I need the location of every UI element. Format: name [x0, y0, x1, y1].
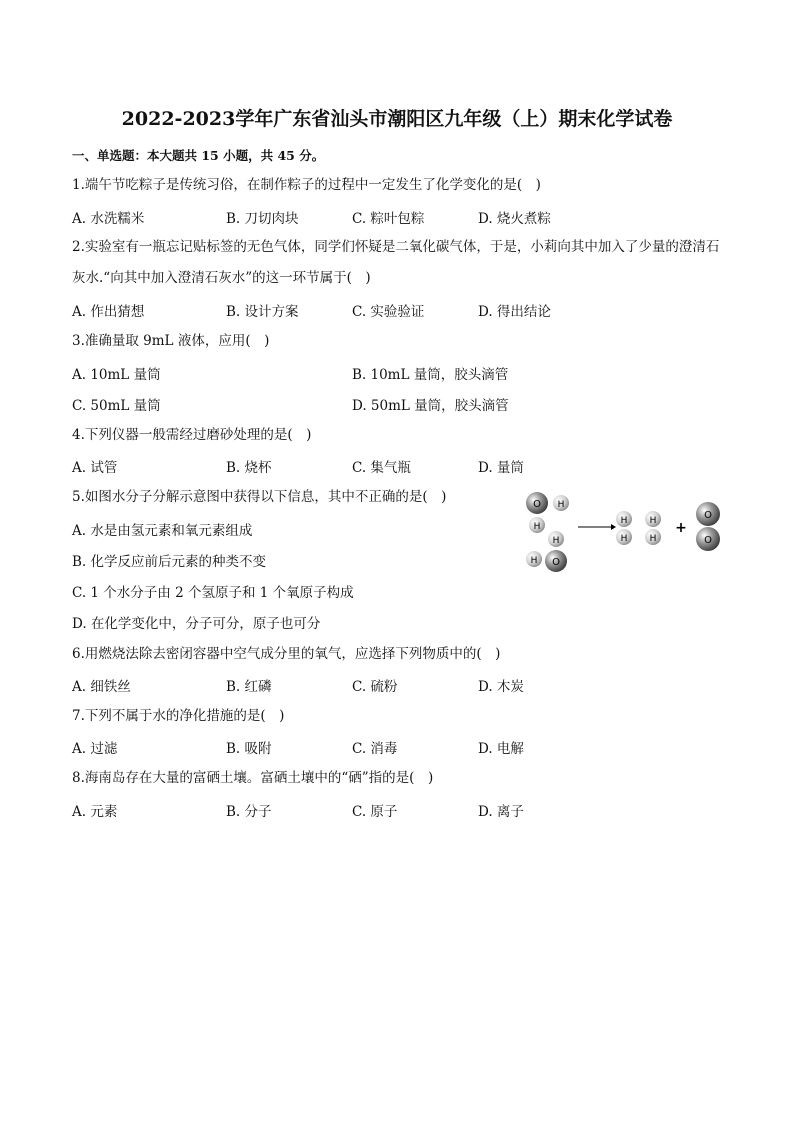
question-2-option-a: A. 作出猜想 — [72, 304, 145, 320]
question-8-option-a: A. 元素 — [72, 804, 118, 820]
question-5-option-d: D. 在化学变化中，分子可分，原子也可分 — [72, 616, 321, 632]
question-5-option-c: C. 1 个水分子由 2 个氢原子和 1 个氧原子构成 — [72, 585, 354, 601]
question-5-option-b: B. 化学反应前后元素的种类不变 — [72, 554, 267, 570]
atom-label: H — [649, 534, 657, 544]
question-8-option-b: B. 分子 — [226, 804, 272, 820]
question-3-option-c: C. 50mL 量筒 — [72, 398, 161, 414]
question-2-option-c: C. 实验验证 — [352, 304, 425, 320]
atom-label: H — [552, 536, 560, 546]
question-7-option-a: A. 过滤 — [72, 741, 118, 757]
hydrogen-molecule — [645, 511, 661, 545]
question-2-option-b: B. 设计方案 — [226, 304, 299, 320]
question-6-option-c: C. 硫粉 — [352, 679, 398, 695]
question-8-option-c: C. 原子 — [352, 804, 398, 820]
question-8-option-d: D. 离子 — [478, 804, 524, 820]
question-3-option-d: D. 50mL 量筒，胶头滴管 — [352, 398, 509, 414]
question-4-stem: 4.下列仪器一般需经过磨砂处理的是( ) — [72, 427, 312, 443]
question-4-option-b: B. 烧杯 — [226, 460, 272, 476]
question-2-stem: 2.实验室有一瓶忘记贴标签的无色气体，同学们怀疑是二氧化碳气体，于是，小莉向其中加入了少量的澄清石灰水.“向其中加入澄清石灰水”的这一环节属于( ) — [72, 239, 720, 286]
question-6-option-b: B. 红磷 — [226, 679, 272, 695]
atom-label: H — [620, 534, 628, 544]
atom-label: H — [557, 500, 565, 510]
question-1-option-c: C. 粽叶包粽 — [352, 211, 425, 227]
section-heading: 一、单选题：本大题共 15 小题，共 45 分。 — [72, 148, 325, 163]
question-4-option-d: D. 量筒 — [478, 460, 524, 476]
question-5-stem: 5.如图水分子分解示意图中获得以下信息，其中不正确的是( ) — [72, 489, 447, 505]
question-3-stem: 3.准确量取 9mL 液体，应用( ) — [72, 333, 270, 349]
question-7-option-d: D. 电解 — [478, 741, 524, 757]
question-6-option-d: D. 木炭 — [478, 679, 524, 695]
water-decomposition-diagram — [518, 488, 728, 576]
question-3-option-b: B. 10mL 量筒，胶头滴管 — [352, 367, 509, 383]
water-molecule — [526, 492, 569, 533]
question-1-option-a: A. 水洗糯米 — [72, 211, 145, 227]
question-7-option-c: C. 消毒 — [352, 741, 398, 757]
question-7-option-b: B. 吸附 — [226, 741, 272, 757]
atom-label: H — [530, 556, 538, 566]
hydrogen-molecule — [616, 511, 632, 545]
question-8-stem: 8.海南岛存在大量的富硒土壤。富硒土壤中的“硒”指的是( ) — [72, 770, 434, 786]
atom-label: O — [552, 557, 560, 568]
water-molecule — [526, 531, 567, 572]
question-5-option-a: A. 水是由氢元素和氧元素组成 — [72, 523, 253, 539]
question-1-stem: 1.端午节吃粽子是传统习俗，在制作粽子的过程中一定发生了化学变化的是( ) — [72, 177, 541, 193]
plus-sign: + — [675, 520, 687, 536]
oxygen-molecule — [696, 502, 720, 551]
atom-label: O — [704, 510, 712, 521]
question-1-option-b: B. 刀切肉块 — [226, 211, 299, 227]
question-1-option-d: D. 烧火煮粽 — [478, 211, 551, 227]
question-2-option-d: D. 得出结论 — [478, 304, 551, 320]
question-3-option-a: A. 10mL 量筒 — [72, 367, 161, 383]
arrow-icon — [578, 524, 616, 530]
question-4-option-c: C. 集气瓶 — [352, 460, 411, 476]
question-7-stem: 7.下列不属于水的净化措施的是( ) — [72, 708, 285, 724]
exam-title: 2022-2023学年广东省汕头市潮阳区九年级（上）期末化学试卷 — [121, 108, 673, 130]
question-6-option-a: A. 细铁丝 — [72, 679, 131, 695]
atom-label: H — [620, 516, 628, 526]
atom-label: H — [533, 522, 541, 532]
atom-label: O — [704, 535, 712, 546]
atom-label: H — [649, 516, 657, 526]
atom-label: O — [533, 499, 541, 510]
question-6-stem: 6.用燃烧法除去密闭容器中空气成分里的氧气，应选择下列物质中的( ) — [72, 646, 501, 662]
question-4-option-a: A. 试管 — [72, 460, 118, 476]
